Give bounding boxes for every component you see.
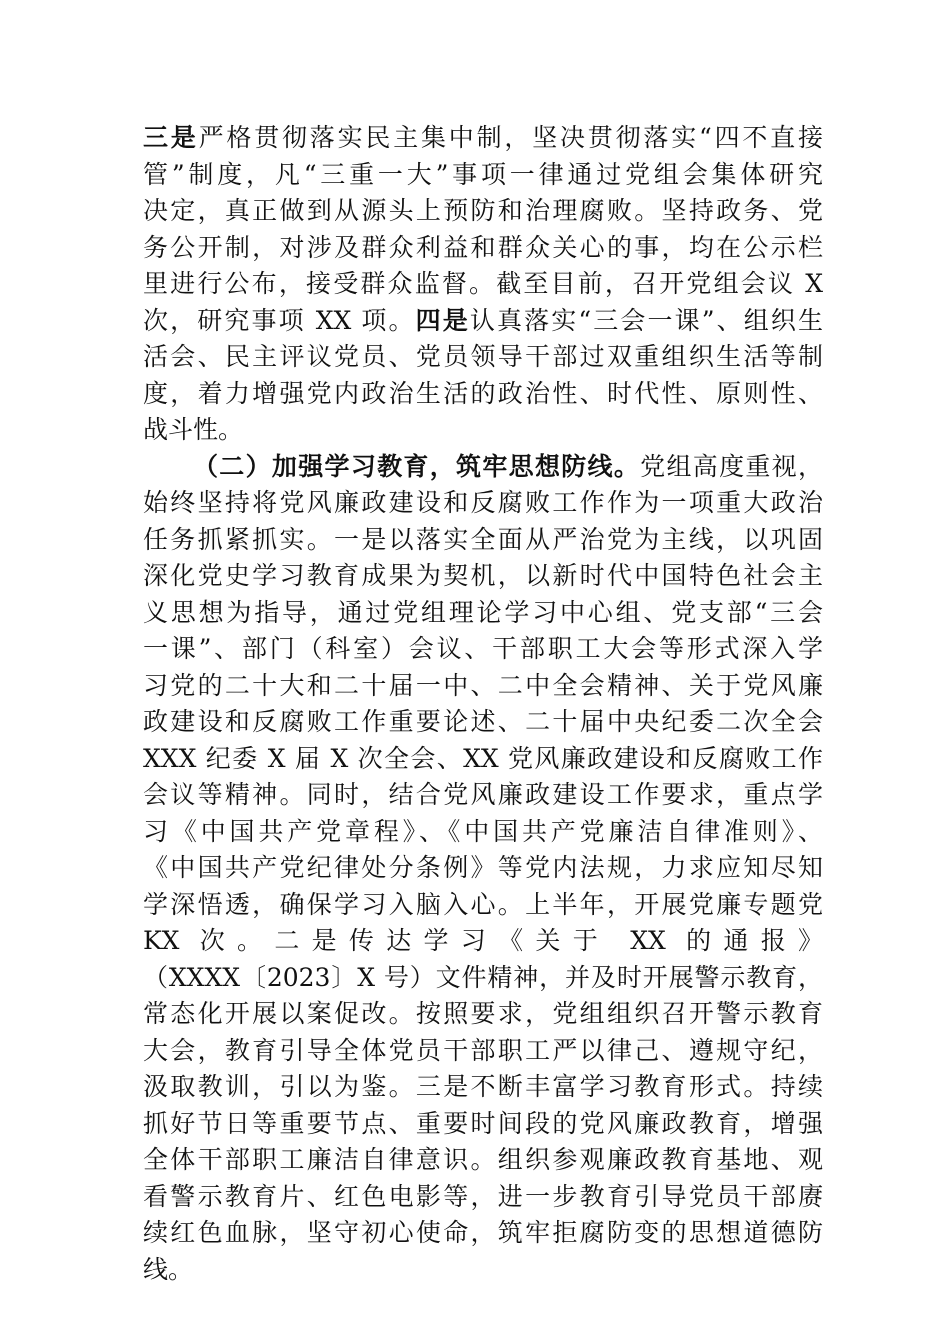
text-line (143, 303, 823, 340)
text-line (143, 485, 823, 522)
text-line (143, 850, 823, 887)
text-run: 续红色血脉，坚守初心使命，筑牢拒腐防变的思想道德防 (143, 1218, 823, 1247)
text-run: 习党的二十大和二十届一中、二中全会精神、关于党风廉 (143, 670, 823, 700)
text-line (143, 1179, 823, 1216)
text-run: KX 次。二是传达学习《关于 XX 的通报》 (143, 926, 823, 955)
text-run: 线。 (143, 1254, 194, 1284)
text-line (143, 1033, 823, 1070)
text-run: 次，研究事项 XX 项。 (143, 305, 416, 335)
paragraph-p2 (143, 449, 823, 1289)
text-run: 大会，教育引导全体党员干部职工严以律己、遵规守纪， (143, 1035, 823, 1065)
text-line (143, 120, 823, 157)
bold-text-run: 四是 (415, 305, 470, 335)
text-line (143, 157, 823, 194)
text-run: 深化党史学习教育成果为契机，以新时代中国特色社会主 (143, 561, 823, 590)
text-run: 认真落实“三会一课”、组织生 (469, 305, 823, 335)
text-line (143, 923, 823, 960)
text-run: 汲取教训，引以为鉴。三是不断丰富学习教育形式。持续 (143, 1072, 823, 1101)
text-line (143, 193, 823, 230)
text-line (143, 1215, 823, 1252)
bold-text-run: （二）加强学习教育，筑牢思想防线。 (193, 451, 641, 481)
text-line (143, 449, 823, 486)
text-run: 会议等精神。同时，结合党风廉政建设工作要求，重点学 (143, 780, 823, 809)
text-run: 全体干部职工廉洁自律意识。组织参观廉政教育基地、观 (143, 1145, 823, 1174)
text-line (143, 339, 823, 376)
text-line (143, 814, 823, 851)
text-line (143, 996, 823, 1033)
text-line (143, 1252, 823, 1289)
paragraph-p1 (143, 120, 823, 449)
text-line (143, 704, 823, 741)
text-run: XXX 纪委 X 届 X 次全会、XX 党风廉政建设和反腐败工作 (143, 743, 823, 773)
text-line (143, 376, 823, 413)
text-line (143, 887, 823, 924)
text-line (143, 1142, 823, 1179)
text-run: （XXXX〔2023〕X 号）文件精神，并及时开展警示教育， (143, 962, 823, 992)
text-line (143, 230, 823, 267)
text-run: 学深悟透，确保学习入脑入心。上半年，开展党廉专题党 (143, 889, 823, 919)
text-run: 始终坚持将党风廉政建设和反腐败工作作为一项重大政治 (143, 488, 823, 517)
text-run: 任务抓紧抓实。一是以落实全面从严治党为主线，以巩固 (143, 524, 823, 554)
text-line (143, 522, 823, 559)
text-line (143, 741, 823, 778)
text-line (143, 266, 823, 303)
text-run: 看警示教育片、红色电影等，进一步教育引导党员干部赓 (143, 1181, 823, 1211)
text-line (143, 1069, 823, 1106)
text-run: 习《中国共产党章程》、《中国共产党廉洁自律准则》、 (143, 816, 823, 846)
text-run: 一课”、部门（科室）会议、干部职工大会等形式深入学 (143, 634, 823, 663)
text-line (143, 595, 823, 632)
text-line (143, 668, 823, 705)
text-run: 决定，真正做到从源头上预防和治理腐败。坚持政务、党 (143, 196, 823, 225)
bold-text-run: 三是 (143, 123, 199, 152)
text-run: 抓好节日等重要节点、重要时间段的党风廉政教育，增强 (143, 1108, 823, 1138)
text-run: 政建设和反腐败工作重要论述、二十届中央纪委二次全会 (143, 707, 823, 736)
document-body (143, 120, 823, 1288)
text-line (143, 960, 823, 997)
text-run: 义思想为指导，通过党组理论学习中心组、党支部“三会 (143, 597, 823, 627)
text-run: 《中国共产党纪律处分条例》等党内法规，力求应知尽知 (143, 853, 823, 882)
text-run: 活会、民主评议党员、党员领导干部过双重组织生活等制 (143, 342, 823, 371)
text-line (143, 558, 823, 595)
text-line (143, 1106, 823, 1143)
text-line (143, 777, 823, 814)
text-run: 常态化开展以案促改。按照要求，党组组织召开警示教育 (143, 999, 823, 1028)
text-run: 战斗性。 (143, 415, 244, 444)
text-line (143, 412, 823, 449)
text-line (143, 631, 823, 668)
text-run: 党组高度重视， (640, 451, 823, 481)
text-run: 里进行公布，接受群众监督。截至目前，召开党组会议 X (143, 269, 823, 298)
text-run: 管”制度，凡“三重一大”事项一律通过党组会集体研究 (143, 159, 823, 189)
text-run: 严格贯彻落实民主集中制，坚决贯彻落实“四不直接 (198, 123, 823, 152)
text-run: 务公开制，对涉及群众利益和群众关心的事，均在公示栏 (143, 232, 823, 262)
text-run: 度，着力增强党内政治生活的政治性、时代性、原则性、 (143, 378, 823, 408)
